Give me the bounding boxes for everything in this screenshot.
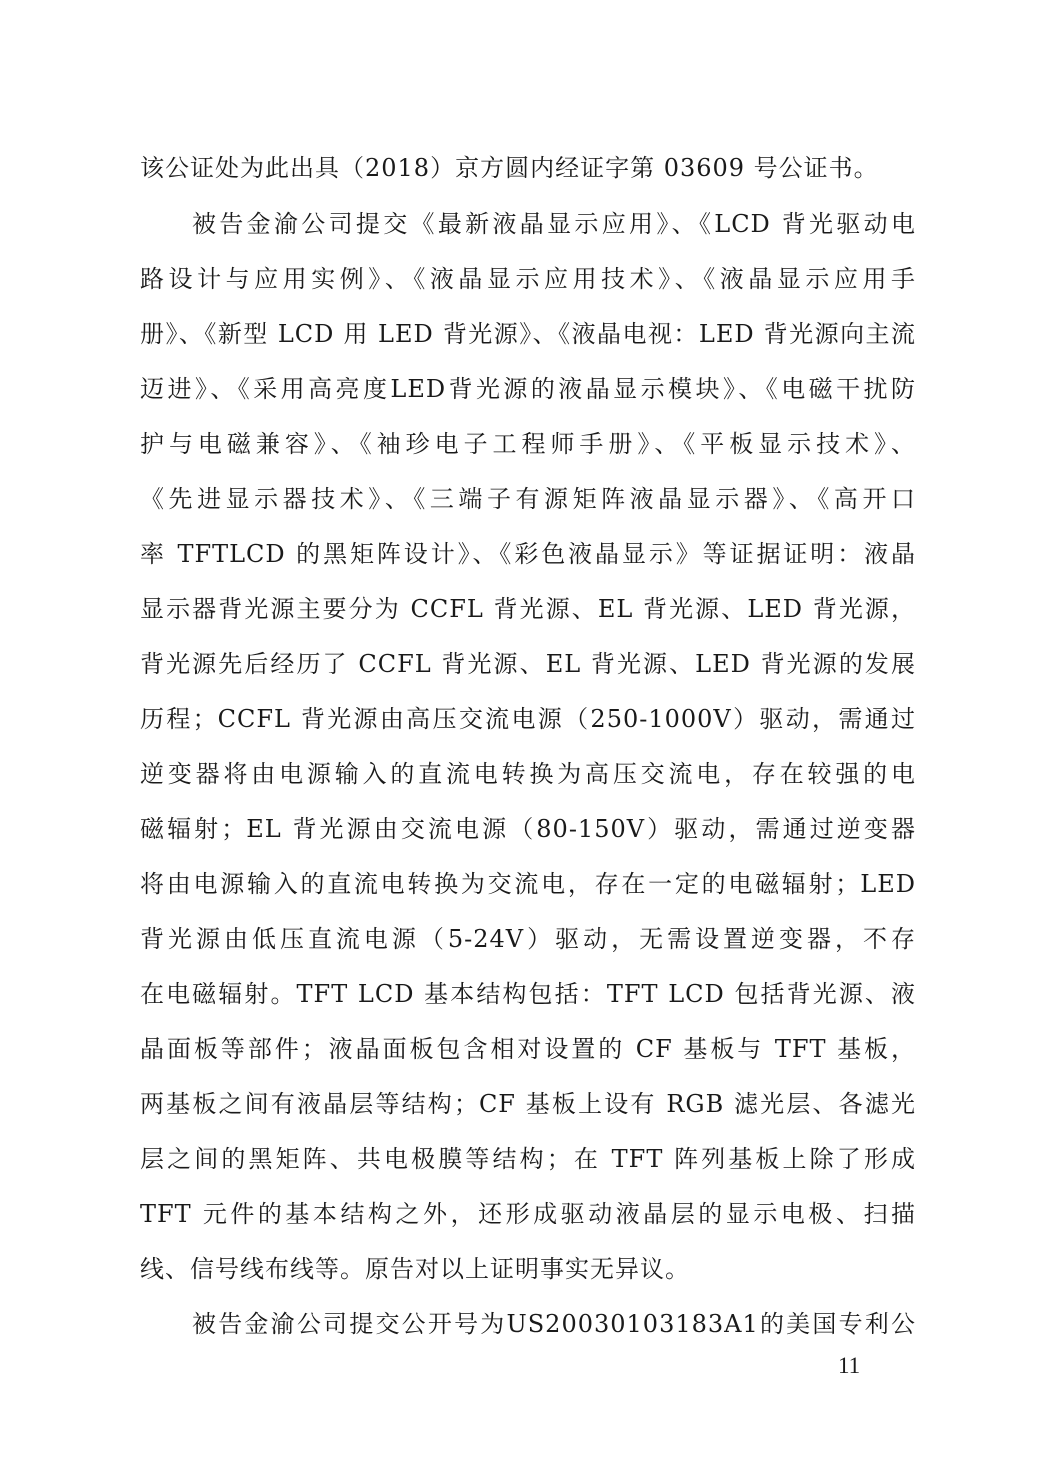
text-line: 路设计与应用实例》、《液晶显示应用技术》、《液晶显示应用手 bbox=[140, 265, 916, 293]
text-line: 背光源先后经历了 CCFL 背光源、EL 背光源、LED 背光源的发展 bbox=[140, 650, 916, 678]
text-line: 将由电源输入的直流电转换为交流电，存在一定的电磁辐射；LED bbox=[140, 870, 916, 898]
text-line: 层之间的黑矩阵、共电极膜等结构；在 TFT 阵列基板上除了形成 bbox=[140, 1145, 916, 1173]
text-line: 背光源由低压直流电源（5-24V）驱动，无需设置逆变器，不存 bbox=[140, 925, 916, 953]
text-line: 率 TFTLCD 的黑矩阵设计》、《彩色液晶显示》等证据证明：液晶 bbox=[140, 540, 916, 568]
text-line: 晶面板等部件；液晶面板包含相对设置的 CF 基板与 TFT 基板， bbox=[140, 1035, 916, 1063]
text-line: 护与电磁兼容》、《袖珍电子工程师手册》、《平板显示技术》、 bbox=[140, 430, 916, 458]
text-line: 历程；CCFL 背光源由高压交流电源（250-1000V）驱动，需通过 bbox=[140, 705, 916, 733]
text-line: TFT 元件的基本结构之外，还形成驱动液晶层的显示电极、扫描 bbox=[140, 1200, 916, 1228]
text-line: 磁辐射；EL 背光源由交流电源（80-150V）驱动，需通过逆变器 bbox=[140, 815, 916, 843]
text-line: 该公证处为此出具（2018）京方圆内经证字第 03609 号公证书。 bbox=[140, 154, 879, 182]
text-line: 线、信号线布线等。原告对以上证明事实无异议。 bbox=[140, 1255, 690, 1283]
text-line: 显示器背光源主要分为 CCFL 背光源、EL 背光源、LED 背光源， bbox=[140, 595, 916, 623]
text-line: 册》、《新型 LCD 用 LED 背光源》、《液晶电视：LED 背光源向主流 bbox=[140, 320, 916, 348]
paragraph-first-line: 被告金渝公司提交《最新液晶显示应用》、《LCD 背光驱动电 bbox=[192, 210, 916, 238]
text-line: 在电磁辐射。TFT LCD 基本结构包括：TFT LCD 包括背光源、液 bbox=[140, 980, 916, 1008]
text-line: 迈进》、《采用高亮度LED背光源的液晶显示模块》、《电磁干扰防 bbox=[140, 375, 916, 403]
text-line: 逆变器将由电源输入的直流电转换为高压交流电，存在较强的电 bbox=[140, 760, 916, 788]
text-line: 《先进显示器技术》、《三端子有源矩阵液晶显示器》、《高开口 bbox=[140, 485, 916, 513]
paragraph-first-line: 被告金渝公司提交公开号为US20030103183A1的美国专利公 bbox=[192, 1310, 916, 1338]
text-line: 两基板之间有液晶层等结构；CF 基板上设有 RGB 滤光层、各滤光 bbox=[140, 1090, 916, 1118]
page-number: 11 bbox=[838, 1353, 861, 1378]
